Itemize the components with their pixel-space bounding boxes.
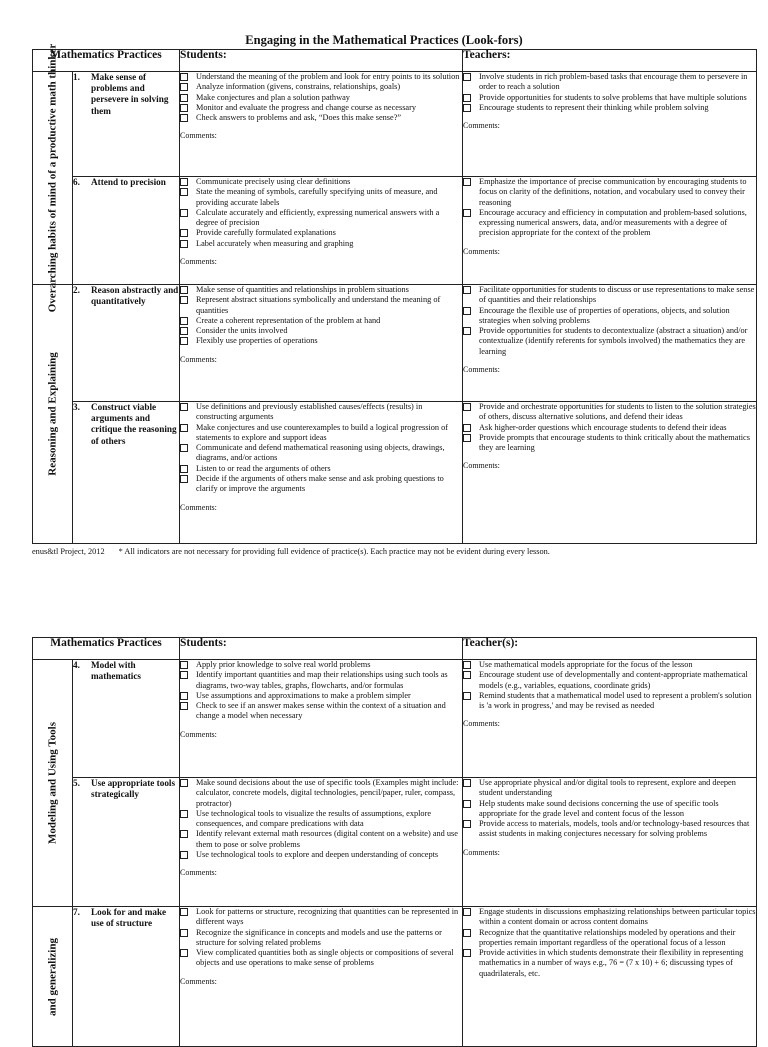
teachers-cell [463, 660, 757, 778]
checkbox[interactable] [463, 73, 471, 81]
indicator-text: Flexibly use properties of operations [196, 336, 318, 346]
students-indicator-list [180, 907, 462, 969]
teachers-indicator-list [463, 907, 756, 979]
practice-row [33, 660, 757, 778]
checkbox[interactable] [463, 327, 471, 335]
indicator-text: Provide opportunities for students to decontextualize (abstract a situation) and/or contextualize (identify referents for symbols involved) the mathematics they are learning [479, 326, 748, 356]
practice-row [33, 778, 757, 907]
comments-label[interactable]: Comments: [180, 976, 217, 986]
comments-label[interactable]: Comments: [180, 868, 217, 878]
teachers-indicator [463, 402, 756, 423]
indicator-text: State the meaning of symbols, carefully specifying units of measure, and providing accurate labels [196, 187, 438, 207]
students-indicator [180, 316, 462, 326]
students-indicator [180, 228, 462, 238]
practice-number: 5. [73, 778, 80, 788]
teachers-cell [463, 402, 757, 544]
checkbox[interactable] [463, 949, 471, 957]
practice-row [33, 177, 757, 285]
students-indicator-list [180, 285, 462, 347]
students-indicator [180, 177, 462, 187]
students-indicator [180, 691, 462, 701]
indicator-text: Monitor and evaluate the progress and change course as necessary [196, 102, 417, 112]
students-indicator [180, 948, 462, 969]
checkbox[interactable] [180, 73, 188, 81]
checkbox[interactable] [180, 327, 188, 335]
checkbox[interactable] [180, 229, 188, 237]
category-label: and generalizing [46, 937, 58, 1016]
students-indicator [180, 295, 462, 316]
students-cell [180, 402, 463, 544]
students-indicator [180, 72, 462, 82]
indicator-text: Make conjectures and plan a solution pathway [196, 92, 350, 102]
indicator-text: Facilitate opportunities for students to discuss or use representations to make sense of quantities and their relationships [479, 285, 755, 305]
header-students: Students: [180, 638, 463, 660]
comments-label[interactable]: Comments: [463, 365, 500, 375]
indicator-text: Encourage the flexible use of properties of operations, objects, and solution strategies when solving problems [479, 305, 730, 325]
comments-label[interactable]: Comments: [180, 729, 217, 739]
practice-number: 6. [73, 177, 80, 187]
teachers-cell [463, 778, 757, 907]
practice-heading [73, 907, 179, 929]
students-indicator [180, 809, 462, 830]
indicator-text: Help students make sound decisions concerning the use of specific tools appropriate for the grade level and content focus of the lesson [479, 798, 719, 818]
indicator-text: Make conjectures and use counterexamples to build a logical progression of statements to explore and support ideas [196, 422, 449, 442]
teachers-indicator [463, 433, 756, 454]
checkbox[interactable] [180, 114, 188, 122]
teachers-indicator [463, 285, 756, 306]
teachers-indicator-list [463, 72, 756, 113]
students-indicator [180, 660, 462, 670]
teachers-indicator-list [463, 285, 756, 357]
students-cell [180, 660, 463, 778]
checkbox[interactable] [180, 949, 188, 957]
checkbox[interactable] [180, 702, 188, 710]
teachers-indicator [463, 72, 756, 93]
comments-label[interactable]: Comments: [180, 502, 217, 512]
indicator-text: Use mathematical models appropriate for the focus of the lesson [479, 660, 693, 669]
students-cell [180, 778, 463, 907]
practice-heading [73, 660, 179, 682]
checkbox[interactable] [180, 286, 188, 294]
indicator-text: Encourage students to represent their thinking while problem solving [479, 102, 709, 112]
checkbox[interactable] [463, 661, 471, 669]
students-cell [180, 72, 463, 177]
table-header-row [33, 638, 757, 660]
practice-number: 3. [73, 402, 80, 412]
teachers-indicator [463, 948, 756, 979]
teachers-indicator [463, 928, 756, 949]
teachers-indicator [463, 819, 756, 840]
indicator-text: Consider the units involved [196, 326, 288, 336]
checkbox[interactable] [180, 337, 188, 345]
checkbox[interactable] [180, 104, 188, 112]
indicator-text: Understand the meaning of the problem and look for entry points to its solution [196, 72, 460, 81]
comments-label[interactable]: Comments: [180, 257, 217, 267]
checkbox[interactable] [180, 317, 188, 325]
checkbox[interactable] [463, 820, 471, 828]
indicator-text: Communicate precisely using clear definitions [196, 177, 351, 186]
practice-name: Construct viable arguments and critique the reasoning of others [91, 402, 177, 446]
indicator-text: Engage students in discussions emphasizing relationships between particular topics within a content domain or across content domains [479, 907, 756, 927]
students-indicator [180, 187, 462, 208]
indicator-text: Recognize the significance in concepts and models and use the patterns or structure for solving related problems [196, 927, 442, 947]
practice-cell [73, 660, 180, 778]
checkbox[interactable] [180, 475, 188, 483]
teachers-cell [463, 285, 757, 402]
footnote-note: * All indicators are not necessary for providing full evidence of practice(s). Each practice may not be evident during every lesson. [118, 547, 550, 556]
teachers-cell [463, 177, 757, 285]
indicator-text: Provide prompts that encourage students to think critically about the mathematics they are learning [479, 432, 750, 453]
checkbox[interactable] [463, 434, 471, 442]
practice-name: Reason abstractly and quantitatively [91, 285, 179, 307]
footnote [32, 547, 550, 556]
indicator-text: Use technological tools to visualize the results of assumptions, explore consequences, and compare predications with data [196, 808, 432, 829]
category-cell [33, 285, 73, 544]
teachers-cell [463, 72, 757, 177]
students-indicator [180, 285, 462, 295]
comments-label[interactable]: Comments: [180, 131, 217, 141]
students-indicator-list [180, 402, 462, 495]
practice-row [33, 285, 757, 402]
indicator-text: Analyze information (givens, constrains, relationships, goals) [196, 82, 401, 92]
checkbox[interactable] [463, 307, 471, 315]
header-practices: Mathematics Practices [33, 50, 180, 72]
students-indicator [180, 113, 462, 123]
practice-heading [73, 402, 179, 447]
category-cell [33, 907, 73, 1047]
indicator-text: Recognize that the quantitative relationships modeled by operations and their properties remain important regardless of the operational focus of a lesson [479, 927, 736, 947]
checkbox[interactable] [463, 286, 471, 294]
indicator-text: Provide activities in which students demonstrate their flexibility in representing mathematics in a number of ways e.g., 76 = (7 x 10) + 6; discussing types of quadrilaterals, etc. [479, 948, 744, 978]
practice-cell [73, 778, 180, 907]
practice-heading [73, 285, 179, 307]
header-students: Students: [180, 50, 463, 72]
indicator-text: Emphasize the importance of precise communication by encouraging students to focus on clarity of the definitions, notation, and vocabulary used to convey their reasoning [479, 177, 747, 207]
checkbox[interactable] [180, 779, 188, 787]
checkbox[interactable] [463, 800, 471, 808]
practices-table-2 [32, 637, 757, 1047]
category-cell [33, 43, 73, 313]
checkbox[interactable] [180, 929, 188, 937]
checkbox[interactable] [180, 296, 188, 304]
document-title: Engaging in the Mathematical Practices (Look-fors) [245, 33, 523, 47]
indicator-text: Provide opportunities for students to solve problems that have multiple solutions [479, 92, 747, 102]
indicator-text: Make sense of quantities and relationships in problem situations [196, 285, 409, 294]
header-practices: Mathematics Practices [33, 638, 180, 660]
indicator-text: Provide carefully formulated explanations [196, 228, 336, 238]
checkbox[interactable] [180, 444, 188, 452]
practice-number: 4. [73, 660, 80, 670]
indicator-text: Identify relevant external math resources (digital content on a website) and use them to pose or solve problems [196, 829, 458, 849]
practice-name: Make sense of problems and persevere in solving them [91, 72, 169, 116]
students-indicator-list [180, 72, 462, 123]
practice-cell [73, 907, 180, 1047]
students-indicator [180, 907, 462, 928]
indicator-text: Ask higher-order questions which encourage students to defend their ideas [479, 422, 727, 432]
category-label: Reasoning and Explaining [46, 352, 58, 476]
practice-heading [73, 778, 179, 800]
teachers-indicator [463, 670, 756, 691]
checkbox[interactable] [463, 94, 471, 102]
header-teachers: Teacher(s): [463, 638, 757, 660]
checkbox[interactable] [180, 403, 188, 411]
checkbox[interactable] [180, 671, 188, 679]
students-indicator [180, 829, 462, 850]
checkbox[interactable] [463, 671, 471, 679]
students-indicator [180, 326, 462, 336]
checkbox[interactable] [180, 810, 188, 818]
indicator-text: Communicate and defend mathematical reasoning using objects, drawings, diagrams, and/or actions [196, 443, 445, 463]
teachers-indicator [463, 660, 756, 670]
comments-label[interactable]: Comments: [463, 246, 500, 256]
checkbox[interactable] [180, 240, 188, 248]
indicator-text: Make sound decisions about the use of specific tools (Examples might include: calculator, concrete models, digital technologies, pencil/paper, ruler, compass, protractor) [196, 778, 459, 808]
practice-row [33, 907, 757, 1047]
indicator-text: Check answers to problems and ask, “Does this make sense?” [196, 113, 402, 123]
comments-label[interactable]: Comments: [463, 461, 500, 471]
teachers-indicator [463, 778, 756, 799]
practice-name: Model with mathematics [91, 660, 142, 682]
indicator-text: View complicated quantities both as single objects or compositions of several objects and use operations to make sense of problems [196, 948, 454, 968]
checkbox[interactable] [180, 424, 188, 432]
indicator-text: Represent abstract situations symbolically and understand the meaning of quantities [196, 295, 441, 315]
students-indicator [180, 402, 462, 423]
students-indicator [180, 670, 462, 691]
comments-label[interactable]: Comments: [463, 121, 500, 131]
checkbox[interactable] [463, 178, 471, 186]
students-indicator [180, 82, 462, 92]
category-cell [33, 660, 73, 907]
teachers-indicator-list [463, 660, 756, 711]
indicator-text: Identify important quantities and map their relationships using such tools as diagrams, two-way tables, graphs, flowcharts, and/or formulas [196, 670, 448, 690]
practice-cell [73, 285, 180, 402]
indicator-text: Decide if the arguments of others make sense and ask probing questions to clarify or improve the arguments [196, 474, 444, 494]
checkbox[interactable] [180, 83, 188, 91]
students-cell [180, 907, 463, 1047]
students-indicator-list [180, 660, 462, 722]
practice-cell [73, 72, 180, 177]
teachers-indicator [463, 799, 756, 820]
checkbox[interactable] [463, 209, 471, 217]
students-cell [180, 285, 463, 402]
students-indicator [180, 208, 462, 229]
practice-cell [73, 177, 180, 285]
indicator-text: Check to see if an answer makes sense within the context of a situation and change a model when necessary [196, 701, 446, 721]
indicator-text: Provide and orchestrate opportunities for students to listen to the solution strategies of others, discuss alternative solutions, and defend their ideas [479, 402, 756, 422]
indicator-text: Label accurately when measuring and graphing [196, 238, 354, 248]
teachers-indicator-list [463, 402, 756, 453]
students-indicator [180, 443, 462, 464]
checkbox[interactable] [463, 908, 471, 916]
practice-row [33, 402, 757, 544]
teachers-indicator [463, 93, 756, 103]
teachers-indicator [463, 103, 756, 113]
students-indicator [180, 928, 462, 949]
checkbox[interactable] [180, 830, 188, 838]
students-indicator [180, 93, 462, 103]
indicator-text: Use assumptions and approximations to make a problem simpler [196, 690, 411, 700]
checkbox[interactable] [463, 929, 471, 937]
students-indicator [180, 239, 462, 249]
indicator-text: Provide access to materials, models, tools and/or technology-based resources that assist students in making conjectures necessary for solving problems [479, 819, 750, 839]
practice-heading [73, 72, 179, 117]
category-label: Modeling and Using Tools [46, 722, 58, 844]
students-indicator [180, 850, 462, 860]
indicator-text: Listen to or read the arguments of others [196, 463, 331, 473]
indicator-text: Use appropriate physical and/or digital tools to represent, explore and deepen student understanding [479, 778, 736, 798]
checkbox[interactable] [463, 403, 471, 411]
students-indicator [180, 778, 462, 809]
checkbox[interactable] [180, 94, 188, 102]
comments-label[interactable]: Comments: [180, 354, 217, 364]
indicator-text: Use technological tools to explore and deepen understanding of concepts [196, 850, 439, 860]
checkbox[interactable] [180, 178, 188, 186]
practices-table-1 [32, 43, 757, 544]
footnote-source: enus&tl Project, 2012 [32, 547, 105, 556]
teachers-indicator [463, 177, 756, 208]
teachers-cell [463, 907, 757, 1047]
table-header-row [33, 50, 757, 72]
indicator-text: Calculate accurately and efficiently, expressing numerical answers with a degree of precision [196, 207, 440, 228]
teachers-indicator [463, 423, 756, 433]
students-indicator [180, 701, 462, 722]
teachers-indicator [463, 907, 756, 928]
indicator-text: Involve students in rich problem-based tasks that encourage them to persevere in order to reach a solution [479, 72, 748, 92]
students-indicator-list [180, 778, 462, 860]
header-teachers: Teachers: [463, 50, 757, 72]
practice-name: Attend to precision [91, 177, 166, 187]
students-indicator [180, 423, 462, 444]
practice-name: Use appropriate tools strategically [91, 778, 176, 800]
practice-number: 1. [73, 72, 80, 82]
students-indicator [180, 474, 462, 495]
teachers-indicator-list [463, 177, 756, 239]
students-indicator [180, 464, 462, 474]
indicator-text: Remind students that a mathematical model used to represent a problem's solution is 'a work in progress,' and may be revised as needed [479, 690, 752, 711]
checkbox[interactable] [180, 851, 188, 859]
practice-heading [73, 177, 179, 188]
checkbox[interactable] [463, 424, 471, 432]
indicator-text: Look for patterns or structure, recognizing that quantities can be represented in different ways [196, 907, 459, 927]
category-label: Overarching habits of mind of a productive math thinker [46, 43, 58, 313]
checkbox[interactable] [180, 188, 188, 196]
teachers-indicator [463, 691, 756, 712]
practice-name: Look for and make use of structure [91, 907, 167, 929]
indicator-text: Encourage student use of developmentally and content-appropriate mathematical models (e.g., variables, equations, coordinate grids) [479, 670, 748, 690]
checkbox[interactable] [180, 908, 188, 916]
indicator-text: Apply prior knowledge to solve real world problems [196, 660, 371, 669]
checkbox[interactable] [180, 661, 188, 669]
checkbox[interactable] [463, 779, 471, 787]
checkbox[interactable] [463, 692, 471, 700]
practice-cell [73, 402, 180, 544]
comments-label[interactable]: Comments: [463, 719, 500, 729]
practice-number: 7. [73, 907, 80, 917]
students-indicator [180, 103, 462, 113]
comments-label[interactable]: Comments: [463, 847, 500, 857]
indicator-text: Use definitions and previously established causes/effects (results) in constructing arguments [196, 402, 423, 422]
teachers-indicator-list [463, 778, 756, 840]
checkbox[interactable] [463, 104, 471, 112]
students-cell [180, 177, 463, 285]
practice-number: 2. [73, 285, 80, 295]
checkbox[interactable] [180, 209, 188, 217]
students-indicator-list [180, 177, 462, 249]
teachers-indicator [463, 208, 756, 239]
checkbox[interactable] [180, 465, 188, 473]
practice-row [33, 72, 757, 177]
checkbox[interactable] [180, 692, 188, 700]
students-indicator [180, 336, 462, 346]
indicator-text: Encourage accuracy and efficiency in computation and problem-based solutions, expressing numerical answers, data, and/or measurements with a degree of precision appropriate for the context of the problem [479, 207, 747, 238]
teachers-indicator [463, 326, 756, 357]
indicator-text: Create a coherent representation of the problem at hand [196, 315, 381, 325]
teachers-indicator [463, 306, 756, 327]
